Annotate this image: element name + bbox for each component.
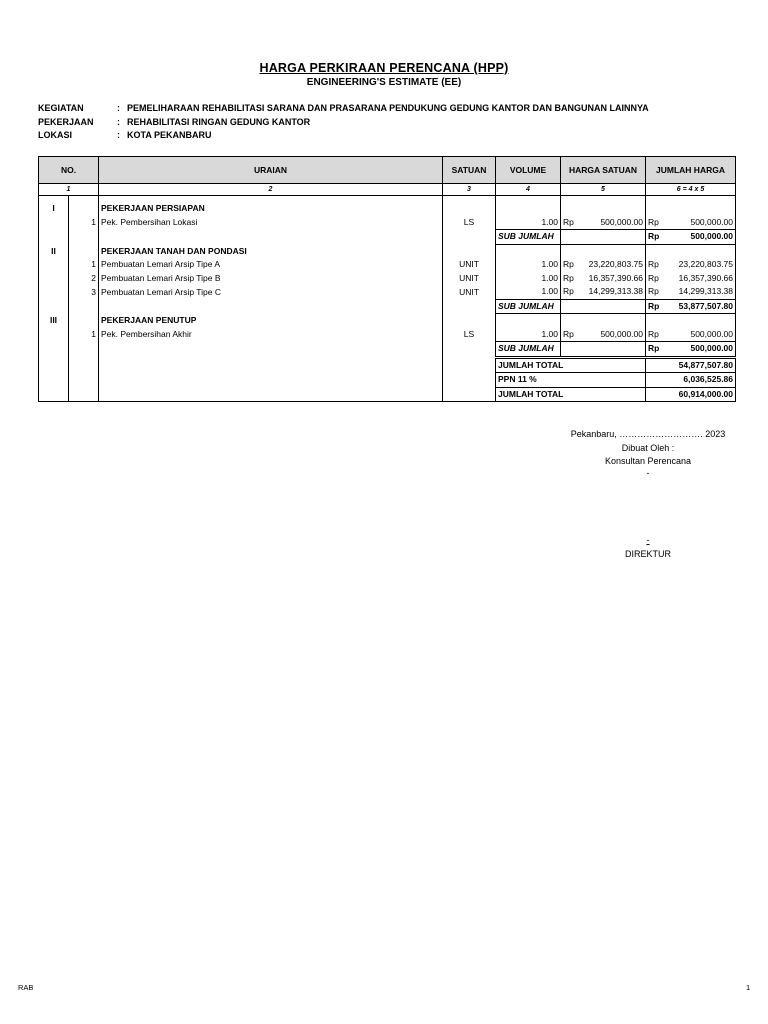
signature-company-name: - [646, 468, 650, 478]
item-unit-price: 14,299,313.38 [579, 285, 646, 299]
currency-label: Rp [561, 285, 579, 299]
header-volume: VOLUME [496, 157, 561, 184]
subtotal-value: 500,000.00 [664, 230, 736, 245]
currency-label: Rp [646, 216, 664, 230]
item-unit: UNIT [443, 285, 496, 299]
index-cell: 1 [39, 184, 99, 196]
index-cell: 4 [496, 184, 561, 196]
section-title: PEKERJAAN PERSIAPAN [99, 202, 443, 216]
document-title: HARGA PERKIRAAN PERENCANA (HPP) [259, 61, 509, 75]
currency-label: Rp [646, 342, 664, 358]
item-description: Pek. Pembersihan Akhir [99, 328, 443, 342]
index-cell: 3 [443, 184, 496, 196]
table-row [39, 272, 736, 286]
index-cell: 6 = 4 x 5 [646, 184, 736, 196]
item-volume: 1.00 [496, 216, 561, 230]
item-number: 3 [69, 285, 99, 299]
table-row [39, 328, 736, 342]
info-value: PEMELIHARAAN REHABILITASI SARANA DAN PRASARANA PENDUKUNG GEDUNG KANTOR DAN BANGUNAN LAINNYA [127, 103, 649, 113]
currency-label: Rp [646, 230, 664, 245]
signature-place-date: Pekanbaru, ………………………. 2023 [570, 429, 726, 439]
item-number: 1 [69, 258, 99, 272]
currency-label: Rp [561, 216, 579, 230]
ppn-label: PPN 11 % [496, 373, 646, 388]
section-number: III [39, 314, 69, 328]
info-colon: : [117, 130, 120, 140]
info-value: KOTA PEKANBARU [127, 130, 212, 140]
info-label: KEGIATAN [38, 103, 84, 113]
subtotal-row [39, 230, 736, 245]
item-unit: UNIT [443, 258, 496, 272]
item-unit: LS [443, 216, 496, 230]
currency-label: Rp [561, 328, 579, 342]
section-title: PEKERJAAN TANAH DAN PONDASI [99, 244, 443, 258]
subtotal-label: SUB JUMLAH [496, 342, 561, 358]
item-number: 1 [69, 328, 99, 342]
item-unit: LS [443, 328, 496, 342]
header-satuan: SATUAN [443, 157, 496, 184]
table-index-row [39, 184, 736, 196]
item-unit-price: 500,000.00 [579, 216, 646, 230]
info-value: REHABILITASI RINGAN GEDUNG KANTOR [127, 117, 311, 127]
signature-signer-name: - [646, 535, 650, 545]
info-label: LOKASI [38, 130, 73, 140]
item-total: 14,299,313.38 [664, 285, 736, 299]
item-description: Pembuatan Lemari Arsip Tipe B [99, 272, 443, 286]
table-row [39, 285, 736, 299]
item-number: 2 [69, 272, 99, 286]
item-description: Pembuatan Lemari Arsip Tipe A [99, 258, 443, 272]
table-row [39, 258, 736, 272]
grand-total-label: JUMLAH TOTAL [496, 387, 646, 402]
hpp-table [38, 156, 736, 402]
signature-signer-title: DIREKTUR [624, 549, 671, 559]
currency-label: Rp [646, 328, 664, 342]
item-total: 500,000.00 [664, 216, 736, 230]
ppn-value: 6,036,525.86 [646, 373, 736, 388]
info-label: PEKERJAAN [38, 117, 94, 127]
item-total: 23,220,803.75 [664, 258, 736, 272]
index-cell: 2 [99, 184, 443, 196]
grand-total-row [39, 387, 736, 402]
table-row [39, 216, 736, 230]
currency-label: Rp [561, 272, 579, 286]
signature-company: Konsultan Perencana [604, 456, 692, 466]
footer-page-number: 1 [746, 983, 751, 992]
section-row [39, 244, 736, 258]
currency-label: Rp [646, 272, 664, 286]
subtotal-row [39, 299, 736, 314]
index-cell: 5 [561, 184, 646, 196]
section-row [39, 202, 736, 216]
section-title: PEKERJAAN PENUTUP [99, 314, 443, 328]
subtotal-value: 500,000.00 [664, 342, 736, 358]
item-unit-price: 500,000.00 [579, 328, 646, 342]
item-number: 1 [69, 216, 99, 230]
currency-label: Rp [646, 299, 664, 314]
item-volume: 1.00 [496, 328, 561, 342]
item-volume: 1.00 [496, 272, 561, 286]
table-header-row [39, 157, 736, 184]
header-no: NO. [39, 157, 99, 184]
info-colon: : [117, 103, 120, 113]
subtotal-value: 53,877,507.80 [664, 299, 736, 314]
item-description: Pek. Pembersihan Lokasi [99, 216, 443, 230]
item-total: 16,357,390.66 [664, 272, 736, 286]
document-subtitle: ENGINEERING'S ESTIMATE (EE) [306, 77, 462, 88]
item-unit: UNIT [443, 272, 496, 286]
section-number: II [39, 244, 69, 258]
total-value: 54,877,507.80 [646, 357, 736, 373]
subtotal-row [39, 342, 736, 358]
ppn-row [39, 373, 736, 388]
section-row [39, 314, 736, 328]
subtotal-label: SUB JUMLAH [496, 299, 561, 314]
header-harga-satuan: HARGA SATUAN [561, 157, 646, 184]
total-row [39, 357, 736, 373]
currency-label: Rp [561, 258, 579, 272]
grand-total-value: 60,914,000.00 [646, 387, 736, 402]
item-total: 500,000.00 [664, 328, 736, 342]
subtotal-label: SUB JUMLAH [496, 230, 561, 245]
currency-label: Rp [646, 258, 664, 272]
header-jumlah-harga: JUMLAH HARGA [646, 157, 736, 184]
item-description: Pembuatan Lemari Arsip Tipe C [99, 285, 443, 299]
item-unit-price: 16,357,390.66 [579, 272, 646, 286]
item-unit-price: 23,220,803.75 [579, 258, 646, 272]
info-colon: : [117, 117, 120, 127]
item-volume: 1.00 [496, 258, 561, 272]
signature-made-by: Dibuat Oleh : [621, 443, 675, 453]
footer-sheet-name: RAB [18, 983, 34, 992]
item-volume: 1.00 [496, 285, 561, 299]
currency-label: Rp [646, 285, 664, 299]
header-uraian: URAIAN [99, 157, 443, 184]
section-number: I [39, 202, 69, 216]
total-label: JUMLAH TOTAL [496, 357, 646, 373]
